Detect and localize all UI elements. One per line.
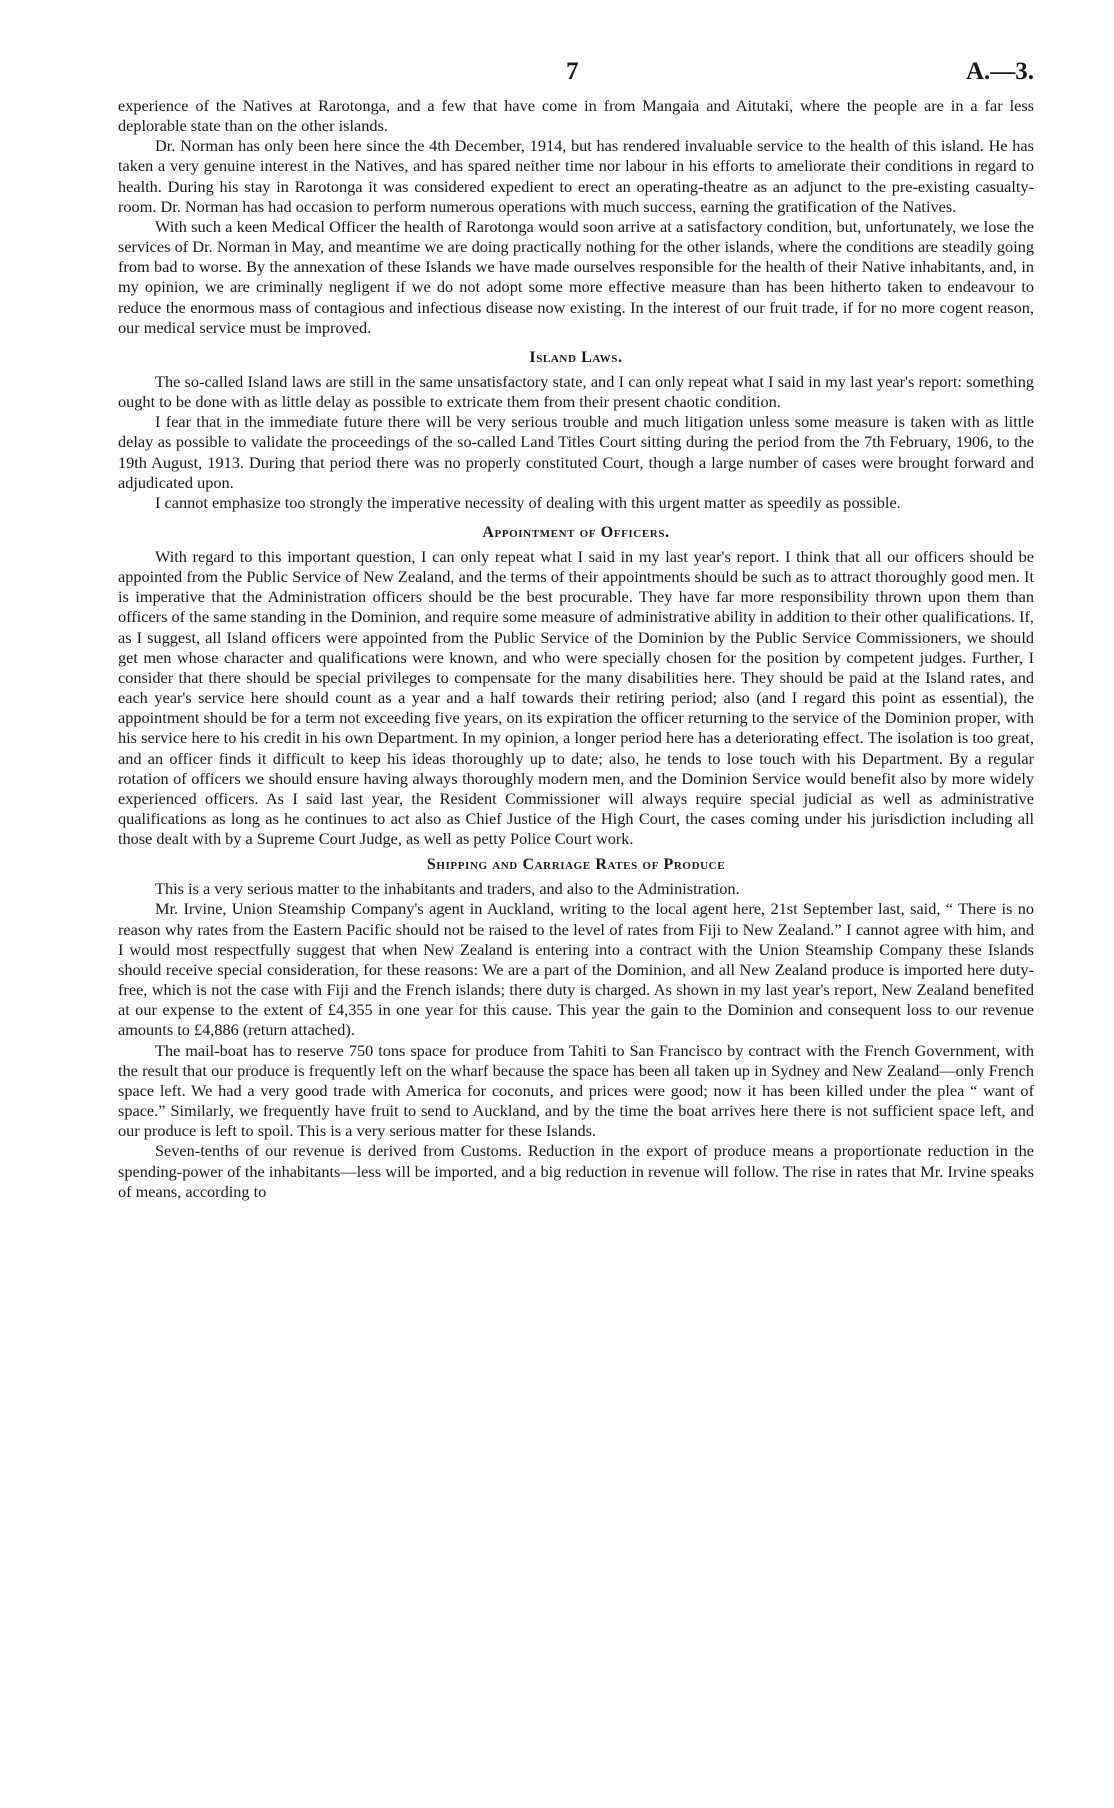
page-number: 7 [566, 58, 579, 85]
paragraph: experience of the Natives at Rarotonga, and a few that have come in from Mangaia and Aitutaki, where the people are in a far less deplorable state than on the other islands. [118, 96, 1034, 136]
paragraph: The so-called Island laws are still in the same unsatisfactory state, and I can only repeat what I said in my last year's report: something ought to be done with as little delay as possible to extricate them from their present chaotic condition. [118, 371, 1034, 412]
section-heading-appointment-of-officers: Appointment of Officers. [482, 523, 670, 541]
body-text [118, 96, 1034, 1202]
page-header [118, 58, 1034, 96]
section-heading-shipping-rates: Shipping and Carriage Rates of Produce [426, 856, 726, 874]
paragraph: Mr. Irvine, Union Steamship Company's agent in Auckland, writing to the local agent here, 21st September last, said, “ There is no reason why rates from the Eastern Pacific should not be raised to the level of rates from Fiji to New Zealand.” I cannot agree with him, and I would most respectfully suggest that when New Zealand is entering into a contract with the Union Steamship Company these Islands should receive special consideration, for these reasons: We are a part of the Dominion, and all New Zealand produce is imported here duty-free, which is not the case with Fiji and the French islands; there duty is charged. As shown in my last year's report, New Zealand benefited at our expense to the extent of £4,355 in one year for this cause. This year the gain to the Dominion and consequent loss to our revenue amounts to £4,886 (return attached). [118, 899, 1034, 1040]
document-page [118, 58, 1034, 1202]
paragraph: Seven-tenths of our revenue is derived from Customs. Reduction in the export of produce means a proportionate reduction in the spending-power of the inhabitants—less will be imported, and a big reduction in revenue will follow. The rise in rates that Mr. Irvine speaks of means, according to [118, 1141, 1034, 1201]
paragraph: I fear that in the immediate future there will be very serious trouble and much litigation unless some measure is taken with as little delay as possible to validate the proceedings of the so-called Land Titles Court sitting during the period from the 7th February, 1906, to the 19th August, 1913. During that period there was no properly constituted Court, though a large number of cases were brought forward and adjudicated upon. [118, 412, 1034, 492]
paper-reference: A.—3. [965, 58, 1034, 85]
section-heading-island-laws: Island Laws. [529, 348, 623, 366]
paragraph: With regard to this important question, I can only repeat what I said in my last year's report. I think that all our officers should be appointed from the Public Service of New Zealand, and the terms of their appointments should be such as to attract thoroughly good men. It is imperative that the Administration officers should be the best procurable. They have far more responsibility thrown upon them than officers of the same standing in the Dominion, and require some measure of administrative ability in addition to their other qualifications. If, as I suggest, all Island officers were appointed from the Public Service of the Dominion by the Public Service Commissioners, we should get men whose character and qualifications were known, and who were specially chosen for the position by competent judges. Further, I consider that there should be special privileges to compensate for the many disabilities here. They should be paid at the Island rates, and each year's service here should count as a year and a half towards their retiring period; also (and I regard this point as essential), the appointment should be for a term not exceeding five years, on its expiration the officer returning to the service of the Dominion proper, with his service here to his credit in his own Department. In my opinion, a longer period here has a deteriorating effect. The isolation is too great, and an officer finds it difficult to keep his ideas thoroughly up to date; also, he tends to lose touch with his Department. By a regular rotation of officers we should ensure having always thoroughly modern men, and the Dominion Service would benefit also by more widely experienced officers. As I said last year, the Resident Commissioner will always require special judicial as well as administrative qualifications as long as he continues to act also as Chief Justice of the High Court, the cases coming under his jurisdiction including all those dealt with by a Supreme Court Judge, as well as petty Police Court work. [118, 546, 1034, 849]
paragraph: This is a very serious matter to the inhabitants and traders, and also to the Administration. [155, 879, 740, 899]
paragraph: I cannot emphasize too strongly the imperative necessity of dealing with this urgent matter as speedily as possible. [155, 492, 901, 512]
paragraph: Dr. Norman has only been here since the 4th December, 1914, but has rendered invaluable service to the health of this island. He has taken a very genuine interest in the Natives, and has spared neither time nor labour in his efforts to ameliorate their conditions in regard to health. During his stay in Rarotonga it was considered expedient to erect an operating-theatre as an adjunct to the pre-existing casualty-room. Dr. Norman has had occasion to perform numerous operations with much success, earning the gratification of the Natives. [118, 136, 1034, 216]
paragraph: The mail-boat has to reserve 750 tons space for produce from Tahiti to San Francisco by contract with the French Government, with the result that our produce is frequently left on the wharf because the space has been all taken up in Sydney and New Zealand—only French space left. We had a very good trade with America for coconuts, and prices were good; now it has been killed under the plea “ want of space.” Similarly, we frequently have fruit to send to Auckland, and by the time the boat arrives here there is not sufficient space left, and our produce is left to spoil. This is a very serious matter for these Islands. [118, 1040, 1034, 1141]
paragraph: With such a keen Medical Officer the health of Rarotonga would soon arrive at a satisfactory condition, but, unfortunately, we lose the services of Dr. Norman in May, and meantime we are doing practically nothing for the other islands, where the conditions are steadily going from bad to worse. By the annexation of these Islands we have made ourselves responsible for the health of their Native inhabitants, and, in my opinion, we are criminally negligent if we do not adopt some more effective measure than has been hitherto taken to endeavour to reduce the enormous mass of contagious and infectious disease now existing. In the interest of our fruit trade, if for no more cogent reason, our medical service must be improved. [118, 216, 1034, 337]
